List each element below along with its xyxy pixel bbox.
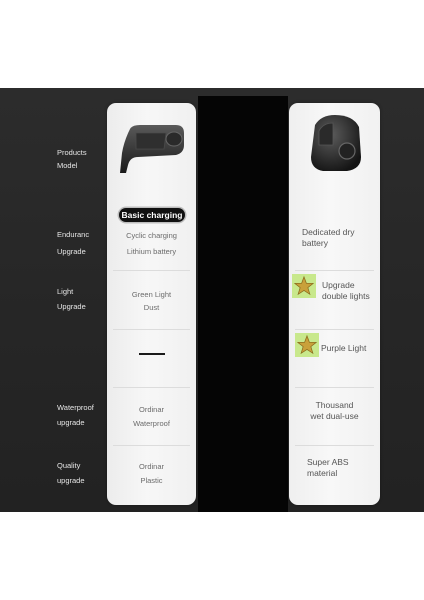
cell-line: wet dual-use xyxy=(310,411,359,421)
row-separator xyxy=(295,445,374,446)
row-label-line: Products xyxy=(57,148,87,157)
row-separator xyxy=(113,387,190,388)
row-separator xyxy=(113,329,190,330)
cell-line: double lights xyxy=(322,291,370,301)
row-label-line: Quality xyxy=(57,461,81,470)
basic-light xyxy=(107,288,196,314)
upgrade-endurance xyxy=(302,227,376,249)
basic-quality xyxy=(107,460,196,488)
row-separator xyxy=(113,445,190,446)
cell-line: Ordinar xyxy=(138,405,164,414)
center-divider xyxy=(198,96,288,512)
cell-line: Lithium battery xyxy=(126,247,177,256)
row-label-line: Model xyxy=(57,161,78,170)
row-separator xyxy=(295,329,374,330)
basic-model-card xyxy=(107,103,196,505)
basic-charging-badge: Basic charging xyxy=(119,208,185,222)
upgrade-light2 xyxy=(321,343,376,354)
star-icon xyxy=(295,333,319,357)
cell-line: Green Light xyxy=(131,290,172,299)
row-label-waterproof xyxy=(57,400,94,430)
cell-line: Waterproof xyxy=(133,419,170,428)
row-label-line: Light xyxy=(57,287,74,296)
cell-line: Super ABS xyxy=(307,457,349,467)
row-label-products xyxy=(57,146,87,172)
row-label-line: Enduranc xyxy=(57,230,90,239)
star-icon xyxy=(292,274,316,298)
cell-line: Ordinar xyxy=(138,462,164,471)
cell-line: Dust xyxy=(143,303,160,312)
cell-line: Dedicated dry xyxy=(302,227,355,237)
row-label-line: upgrade xyxy=(57,418,85,427)
row-label-line: upgrade xyxy=(57,476,85,485)
row-label-line: Upgrade xyxy=(57,302,86,311)
upgrade-quality xyxy=(307,457,376,479)
basic-endurance xyxy=(107,228,196,260)
basic-light2-dash xyxy=(139,353,165,355)
cell-line: Thousand xyxy=(315,400,354,410)
upgrade-device-image xyxy=(303,111,367,175)
cell-line: material xyxy=(307,468,338,478)
row-separator xyxy=(295,387,374,388)
cell-line: Cyclic charging xyxy=(126,231,177,240)
basic-waterproof xyxy=(107,403,196,431)
row-label-line: Waterproof xyxy=(57,403,94,412)
cell-line: Upgrade xyxy=(322,280,355,290)
upgrade-model-card xyxy=(289,103,380,505)
basic-device-image xyxy=(116,123,188,175)
cell-line: Purple Light xyxy=(321,343,367,353)
cell-line: Plastic xyxy=(140,476,163,485)
upgrade-waterproof xyxy=(289,400,380,422)
cell-line: battery xyxy=(302,238,328,248)
row-label-light xyxy=(57,284,86,314)
row-separator xyxy=(295,270,374,271)
row-separator xyxy=(113,270,190,271)
row-label-quality xyxy=(57,458,85,488)
row-label-endurance xyxy=(57,226,89,260)
comparison-panel xyxy=(0,88,424,512)
row-label-line: Upgrade xyxy=(57,247,86,256)
upgrade-light xyxy=(322,280,376,302)
